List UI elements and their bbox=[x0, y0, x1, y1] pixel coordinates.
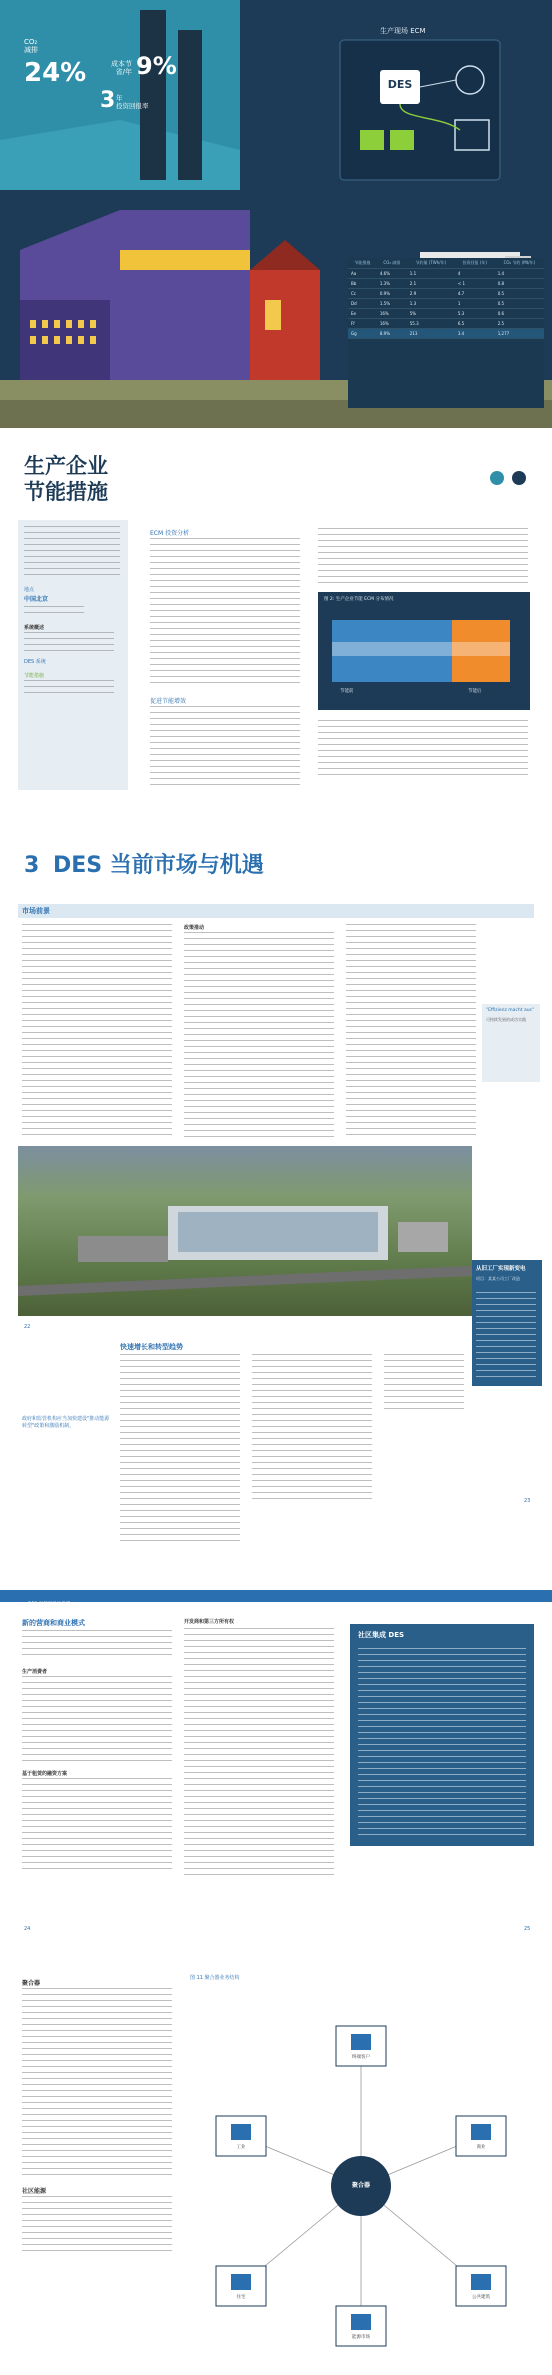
page-number-left: 22 bbox=[24, 1324, 31, 1330]
page-number-left-2: 24 bbox=[24, 1926, 31, 1932]
payback-value: 3 bbox=[100, 88, 116, 113]
table-cell: Bb bbox=[348, 279, 377, 289]
photo-sidebar: 项目：某某公司工厂改造 bbox=[476, 1276, 520, 1281]
table-cell: 55.3 bbox=[407, 319, 455, 329]
des-diagram-caption: 生产现场 ECM bbox=[380, 27, 426, 35]
section-icons bbox=[490, 470, 526, 489]
table-header-cell: 节能措施 bbox=[348, 258, 377, 269]
col1-subheading: 促进节能增效 bbox=[150, 698, 187, 705]
section3-title bbox=[24, 848, 264, 879]
diagram-title: 图 11 聚合器业务结构 bbox=[190, 1975, 240, 1981]
section-title-line1: 生产企业 bbox=[24, 454, 108, 478]
case-sidebar bbox=[18, 520, 128, 790]
table-cell: Dd bbox=[348, 299, 377, 309]
table-cell: 6.5 bbox=[455, 319, 495, 329]
ecm-table-panel bbox=[348, 258, 544, 408]
table-cell: 0.5 bbox=[495, 299, 544, 309]
factory-roof-illustration bbox=[18, 1146, 472, 1316]
production-heading: 生产消费者 bbox=[22, 1669, 48, 1675]
aggregator-heading: 聚合器 bbox=[22, 1980, 41, 1987]
photo-caption-box bbox=[472, 1260, 542, 1386]
page-number-right: 23 bbox=[524, 1498, 531, 1504]
section-production-ecm bbox=[0, 428, 552, 808]
sidebar-des-label: DES 系统 bbox=[24, 659, 46, 665]
cost-saving-value: 9% bbox=[136, 52, 177, 80]
page-number-right-2: 25 bbox=[524, 1926, 531, 1932]
table-cell: 2.5 bbox=[495, 319, 544, 329]
table-row bbox=[348, 299, 544, 309]
table-header-cell: 投资回报 (年) bbox=[455, 258, 495, 269]
co2-reduction-label: CO₂ 减排 bbox=[24, 38, 38, 54]
section-aggregator bbox=[0, 1950, 552, 2375]
table-cell: Ff bbox=[348, 319, 377, 329]
chart-label-after: 节能后 bbox=[468, 689, 482, 694]
table-header-cell: CO₂ 减排 bbox=[377, 258, 407, 269]
quote-sub: 可持续发展的成功实践 bbox=[486, 1017, 526, 1022]
section3-title-text: DES 当前市场与机遇 bbox=[52, 853, 264, 878]
growth-heading: 快速增长和转型趋势 bbox=[120, 1343, 183, 1351]
table-cell: Gg bbox=[348, 329, 377, 339]
table-cell: 2.9 bbox=[407, 289, 455, 299]
finance-heading: 基于租赁的融资方案 bbox=[22, 1771, 68, 1777]
table-cell: 16% bbox=[377, 319, 407, 329]
table-row bbox=[348, 309, 544, 319]
sidebar-green-label: 节能措施 bbox=[24, 673, 45, 679]
market-heading-bar bbox=[18, 904, 534, 918]
aggregator-diagram bbox=[186, 1986, 536, 2356]
table-cell: 1.3% bbox=[377, 279, 407, 289]
aggregator-network bbox=[186, 1986, 536, 2356]
col1-heading: ECM 投资分析 bbox=[150, 530, 190, 537]
quote-text: "Effizienz macht aus" bbox=[486, 1008, 534, 1013]
table-cell: 1.1 bbox=[407, 269, 455, 279]
table-row bbox=[348, 269, 544, 279]
table-cell: Ee bbox=[348, 309, 377, 319]
table-cell: 8.9% bbox=[377, 329, 407, 339]
hero-illustration bbox=[0, 0, 552, 428]
table-row bbox=[348, 289, 544, 299]
photo-caption: 从旧工厂实现新变电 bbox=[476, 1266, 526, 1272]
hub-label: 聚合器 bbox=[351, 2182, 370, 2189]
policy-heading: 政策推动 bbox=[184, 925, 205, 931]
node-label-commercial: 商业 bbox=[476, 2145, 486, 2150]
new-models-heading: 新的营商和商业模式 bbox=[22, 1619, 85, 1627]
co2-reduction-value: 24% bbox=[24, 58, 87, 88]
table-cell: 4.6% bbox=[377, 269, 407, 279]
cost-saving-label: 成本节 省/年 bbox=[111, 60, 132, 76]
table-cell: 3.4 bbox=[455, 329, 495, 339]
box-title: 社区集成 DES bbox=[358, 1631, 405, 1639]
table-cell: 16% bbox=[377, 309, 407, 319]
table-row bbox=[348, 279, 544, 289]
dev-heading: 开发商和第三方所有权 bbox=[184, 1619, 235, 1625]
sidebar-location: 中国北京 bbox=[24, 596, 49, 603]
table-row bbox=[348, 329, 544, 339]
table-cell: 1.3 bbox=[407, 299, 455, 309]
node-label-industry: 工业 bbox=[236, 2145, 246, 2150]
table-cell: 1 bbox=[455, 299, 495, 309]
section4-band bbox=[0, 1590, 552, 1607]
section3-number: 3 bbox=[24, 853, 40, 878]
sidebar-heading: 地点 bbox=[24, 587, 35, 593]
table-cell: 0.6 bbox=[495, 309, 544, 319]
band-label: DES 当前市场与机遇 bbox=[28, 1602, 71, 1607]
des-label: DES bbox=[387, 78, 413, 91]
section-business-models bbox=[0, 1590, 552, 1940]
chart-label-before: 节能前 bbox=[340, 689, 354, 694]
table-cell: 0.9% bbox=[377, 289, 407, 299]
table-cell: 0.5 bbox=[495, 289, 544, 299]
table-cell: Aa bbox=[348, 269, 377, 279]
market-heading: 市场前景 bbox=[22, 907, 50, 915]
payback-label: 年 投资回报率 bbox=[116, 94, 149, 110]
table-cell: 213 bbox=[407, 329, 455, 339]
table-row bbox=[348, 319, 544, 329]
growth-quote: 政府和监管机构应当加快建设"推动能源转型"政策和激励机制。 bbox=[22, 1416, 110, 1429]
section-des-market bbox=[0, 808, 552, 1588]
aerial-photo bbox=[18, 1146, 472, 1316]
factory-icon bbox=[512, 471, 526, 485]
chart-band-gray bbox=[332, 642, 510, 656]
node-label-market: 能源市场 bbox=[352, 2335, 370, 2340]
table-cell: 1.5% bbox=[377, 299, 407, 309]
table-header-row bbox=[348, 258, 544, 269]
table-cell: 4.7 bbox=[455, 289, 495, 299]
quote-box bbox=[482, 1004, 540, 1082]
node-label-customers: 终端客户 bbox=[352, 2055, 370, 2060]
table-cell: 5.3 bbox=[455, 309, 495, 319]
table-cell: 2.1 bbox=[407, 279, 455, 289]
table-cell: < 1 bbox=[455, 279, 495, 289]
community-des-box bbox=[350, 1624, 534, 1846]
table-cell: Cc bbox=[348, 289, 377, 299]
node-label-residential: 住宅 bbox=[236, 2295, 246, 2300]
table-header-cell: 节约量 (TWh/年) bbox=[407, 258, 455, 269]
community-heading: 社区能源 bbox=[22, 2188, 47, 2195]
table-cell: 4 bbox=[455, 269, 495, 279]
node-label-public: 公共建筑 bbox=[472, 2295, 490, 2300]
table-cell: 5% bbox=[407, 309, 455, 319]
leaf-icon bbox=[490, 471, 504, 485]
table-cell: 0.8 bbox=[495, 279, 544, 289]
ecm-table bbox=[348, 258, 544, 339]
ecm-distribution-chart bbox=[318, 592, 530, 710]
table-header-cell: CO₂ 节约 (Mt/年) bbox=[495, 258, 544, 269]
chart-title: 图 2: 生产企业节能 ECM 分布情况 bbox=[324, 597, 394, 602]
section-title-line2: 节能措施 bbox=[24, 480, 108, 504]
table-cell: 1.4 bbox=[495, 269, 544, 279]
sidebar-system-label: 系统概述 bbox=[24, 625, 45, 631]
table-cell: 1,277 bbox=[495, 329, 544, 339]
